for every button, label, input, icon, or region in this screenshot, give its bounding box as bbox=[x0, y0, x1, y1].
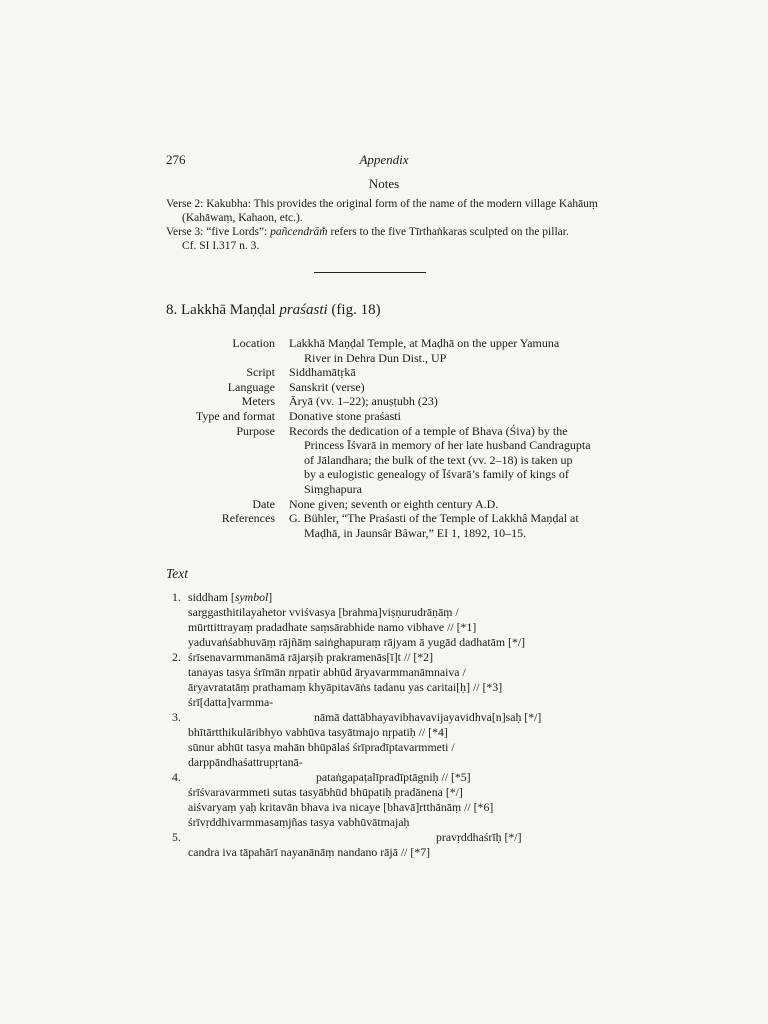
metadata-table bbox=[166, 336, 606, 540]
note-line: (Kahāwaṃ, Kahaon, etc.). bbox=[182, 212, 303, 224]
note-line: Verse 2: Kakubha: This provides the original form of the name of the modern village Kahāuṃ bbox=[166, 198, 598, 210]
metadata-value bbox=[289, 497, 599, 512]
section-divider bbox=[314, 272, 426, 273]
verse-line bbox=[166, 845, 586, 860]
metadata-value-line: Āryā (vv. 1–22); anuṣṭubh (23) bbox=[289, 394, 438, 409]
verse-line bbox=[166, 620, 586, 635]
verse-text: siddham [symbol] bbox=[188, 590, 273, 604]
verse-text: āryavratatāṃ prathamaṃ khyāpitavāṅs tadanu yas caritai[ḥ] // [*3] bbox=[188, 680, 503, 694]
verse-line bbox=[166, 710, 586, 725]
metadata-value-line: River in Dehra Dun Dist., UP bbox=[304, 350, 447, 365]
metadata-row bbox=[166, 380, 606, 395]
metadata-value-line: Sanskrit (verse) bbox=[289, 379, 365, 394]
metadata-label: References bbox=[221, 511, 275, 526]
verse-line bbox=[166, 740, 586, 755]
metadata-label: Purpose bbox=[236, 423, 275, 438]
note-verse3-text: refers to the five Tīrthaṅkaras sculpted on the pillar. bbox=[330, 226, 569, 238]
metadata-label: Location bbox=[232, 336, 275, 350]
metadata-row bbox=[166, 424, 606, 497]
verse-line bbox=[166, 650, 586, 665]
verse-line bbox=[166, 830, 586, 845]
metadata-label: Script bbox=[246, 365, 275, 380]
verse-list bbox=[166, 590, 586, 860]
metadata-label: Date bbox=[252, 496, 275, 511]
verse-line bbox=[166, 815, 586, 830]
metadata-value bbox=[289, 394, 599, 409]
verse-line bbox=[166, 695, 586, 710]
verse-text: aiśvaryaṃ yaḥ kritavān bhava iva nicaye [bhavā]rtthānāṃ // [*6] bbox=[188, 800, 494, 814]
verse-text: nāmā dattābhayavibhavavijayavidhva[n]saḥ [*/] bbox=[314, 710, 542, 724]
metadata-value-line: G. Bühler, “The Praśasti of the Temple of Lakkhâ Maṇḍal at bbox=[289, 511, 579, 526]
verse-text: sūnur abhūt tasya mahān bhūpālaś śrīpradīptavarmmeti / bbox=[188, 740, 455, 754]
metadata-value bbox=[289, 511, 599, 540]
metadata-value bbox=[289, 336, 599, 365]
verse-text: bhītārtthikulāribhyo vabhūva tasyātmajo nṛpatiḥ // [*4] bbox=[188, 725, 448, 739]
verse-line bbox=[166, 725, 586, 740]
text-heading: Text bbox=[166, 566, 189, 581]
metadata-value bbox=[289, 424, 599, 497]
metadata-value-line: Siddhamātṛkā bbox=[289, 365, 356, 380]
verse-line bbox=[166, 680, 586, 695]
metadata-value-line: Records the dedication of a temple of Bhava (Śiva) by the bbox=[289, 423, 568, 438]
verse-number: 4. bbox=[172, 770, 181, 784]
verse-text: śrīśvaravarmmeti sutas tasyābhūd bhūpatiḥ pradānena [*/] bbox=[188, 785, 463, 799]
note-verse3-label: Verse 3: “five Lords”: bbox=[166, 226, 268, 238]
metadata-value-line: Princess Īśvarā in memory of her late husband Candragupta bbox=[304, 438, 591, 453]
metadata-value bbox=[289, 380, 599, 395]
metadata-value-line: None given; seventh or eighth century A.D. bbox=[289, 496, 499, 511]
metadata-value-line: Donative stone praśasti bbox=[289, 408, 401, 423]
metadata-row bbox=[166, 365, 606, 380]
verse-text: candra iva tāpahārī nayanānāṃ nandano rājā // [*7] bbox=[188, 845, 431, 859]
verse-text: mūrttittrayaṃ pradadhate saṃsārabhide namo vibhave // [*1] bbox=[188, 620, 477, 634]
verse-line bbox=[166, 605, 586, 620]
note-line: Cf. SI I.317 n. 3. bbox=[182, 240, 260, 252]
section-title-italic: praśasti bbox=[279, 302, 328, 318]
verse-text: śrī[datta]varmma- bbox=[188, 695, 274, 709]
verse-line bbox=[166, 635, 586, 650]
section-heading bbox=[166, 302, 381, 319]
metadata-value-line: Siṃghapura bbox=[304, 481, 362, 496]
verse-line bbox=[166, 755, 586, 770]
verse-line bbox=[166, 800, 586, 815]
metadata-value-line: by a eulogistic genealogy of Īśvarā’s family of kings of bbox=[304, 467, 569, 482]
metadata-value-line: Maḍhā, in Jaunsâr Bâwar,” EI 1, 1892, 10–15. bbox=[304, 525, 527, 540]
metadata-row bbox=[166, 511, 606, 540]
verse-number: 1. bbox=[172, 590, 181, 604]
metadata-row bbox=[166, 409, 606, 424]
verse-number: 5. bbox=[172, 830, 181, 844]
section-title: 8. Lakkhā Maṇḍal bbox=[166, 302, 276, 318]
metadata-row bbox=[166, 336, 606, 365]
metadata-value bbox=[289, 409, 599, 424]
metadata-label: Meters bbox=[241, 394, 275, 409]
page-number: 276 bbox=[166, 152, 186, 167]
notes-heading: Notes bbox=[368, 176, 400, 191]
verse-text: tanayas tasya śrīmān nṛpatir abhūd āryavarmmanāmnaiva / bbox=[188, 665, 466, 679]
verse-text: darppāndhaśattrupṛtanā- bbox=[188, 755, 303, 769]
running-title: Appendix bbox=[359, 152, 409, 167]
verse-text: yaduvaṅśabhuvāṃ rājñāṃ saiṅghapuraṃ rājyam ā yugād dadhatām [*/] bbox=[188, 635, 526, 649]
metadata-label: Type and format bbox=[195, 408, 275, 423]
section-title-suffix: (fig. 18) bbox=[331, 302, 381, 318]
verse-number: 3. bbox=[172, 710, 181, 724]
metadata-value bbox=[289, 365, 599, 380]
verse-text: sarggasthitilayahetor vviśvasya [brahma]viṣṇurudrāṇāṃ / bbox=[188, 605, 459, 619]
verse-line bbox=[166, 665, 586, 680]
verse-text: śrīvṛddhivarmmasaṃjñas tasya vabhūvātmajaḥ bbox=[188, 815, 410, 829]
note-verse3-term: pañcendrām̐ bbox=[270, 226, 328, 238]
metadata-value-line: Lakkhā Maṇḍal Temple, at Maḍhā on the upper Yamuna bbox=[289, 336, 560, 350]
verse-line bbox=[166, 590, 586, 605]
metadata-row bbox=[166, 497, 606, 512]
verse-number: 2. bbox=[172, 650, 181, 664]
verse-text: pataṅgapaṭalīpradīptāgniḥ // [*5] bbox=[316, 770, 471, 784]
verse-line bbox=[166, 785, 586, 800]
verse-text: śrīsenavarmmanāmā rājarṣiḥ prakramenās[ī]t // [*2] bbox=[188, 650, 434, 664]
metadata-label: Language bbox=[227, 379, 275, 394]
verse-line bbox=[166, 770, 586, 785]
metadata-value-line: of Jālandhara; the bulk of the text (vv. 2–18) is taken up bbox=[304, 452, 573, 467]
metadata-row bbox=[166, 394, 606, 409]
note-line bbox=[166, 225, 569, 239]
verse-text: pravṛddhaśrīḥ [*/] bbox=[436, 830, 522, 844]
